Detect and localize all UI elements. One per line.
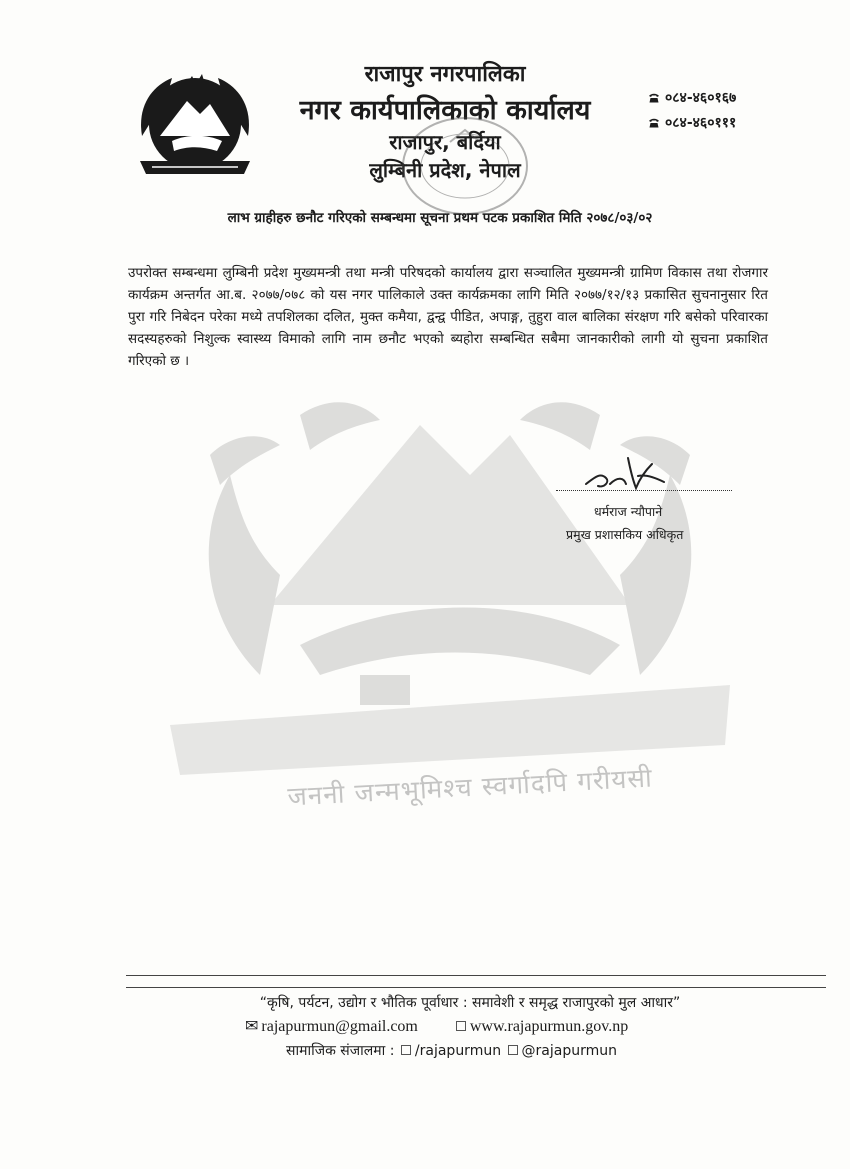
office-stamp-icon [398, 112, 532, 220]
website-icon [456, 1021, 466, 1031]
footer-social-row [286, 1041, 706, 1060]
footer-email[interactable]: rajapurmun@gmail.com [261, 1018, 418, 1035]
phone-number-2 [648, 113, 736, 132]
facebook-icon [401, 1045, 411, 1055]
notice-body: उपरोक्त सम्बन्धमा लुम्बिनी प्रदेश मुख्यमन्त्री तथा मन्त्री परिषदको कार्यालय द्वारा सञ्चालित मुख्यमन्त्री ग्रामिण विकास तथा रोजगार कार्यक्रम अन्तर्गत आ.ब. २०७७/०७८ को यस नगर पालिकाले उक्त कार्यक्रमका लागि मिति २०७७/१२/१३ प्रकासित सुचनानुसार रित पुरा गरि निबेदन परेका मध्ये तपशिलका दलित, मुक्त कमैया, द्वन्द्व पीडित, अपाङ्ग, तुहुरा वाल बालिका संरक्षण गरि बसेको परिवारका सदस्यहरुको निशुल्क स्वास्थ्य विमाको लागि नाम छनौट भएको ब्यहोरा सम्बन्धित सबैमा जानकारीको लागी यो सुचना प्रकाशित गरिएको छ । [128, 265, 768, 369]
address-line-2: लुम्बिनी प्रदेश, नेपाल [369, 158, 521, 182]
twitter-icon [508, 1045, 518, 1055]
footer-facebook[interactable]: /rajapurmun [414, 1043, 502, 1059]
social-label: सामाजिक संजालमा : [286, 1043, 395, 1059]
footer-divider [126, 987, 826, 988]
telephone-icon [648, 93, 660, 103]
notice-subject: लाभ ग्राहीहरु छनौट गरिएको सम्बन्धमा सूचना प्रथम पटक प्रकाशित मिति २०७८/०३/०२ [227, 210, 653, 226]
watermark-motto: जननी जन्मभूमिश्च स्वर्गादपि गरीयसी [286, 763, 654, 813]
phone-number-2-text: ०८४-४६०१११ [665, 115, 737, 131]
footer-divider [126, 975, 826, 976]
footer-website[interactable]: www.rajapurmun.gov.np [469, 1018, 629, 1035]
signer-name: धर्मराज न्यौपाने [594, 504, 663, 519]
phone-number-1-text: ०८४-४६०१६७ [665, 90, 737, 106]
signature-line [556, 490, 732, 491]
office-name-small: राजापुर नगरपालिका [364, 62, 526, 87]
phone-number-1 [648, 88, 736, 107]
handwritten-signature-icon [580, 448, 690, 494]
email-icon: ✉ [245, 1018, 259, 1035]
office-name-main: नगर कार्यपालिकाको कार्यालय [299, 95, 591, 126]
footer-twitter[interactable]: @rajapurmun [521, 1043, 618, 1059]
watermark-emblem-icon [150, 345, 750, 815]
telephone-icon [648, 118, 660, 128]
address-line-1: राजापुर, बर्दिया [389, 130, 501, 154]
footer-contact-row [245, 1016, 725, 1036]
signer-title: प्रमुख प्रशासकिय अधिकृत [566, 527, 684, 542]
footer-slogan: “कृषि, पर्यटन, उद्योग र भौतिक पूर्वाधार : समावेशी र समृद्ध राजापुरको मुल आधार” [259, 995, 681, 1011]
emblem-icon [132, 66, 258, 180]
